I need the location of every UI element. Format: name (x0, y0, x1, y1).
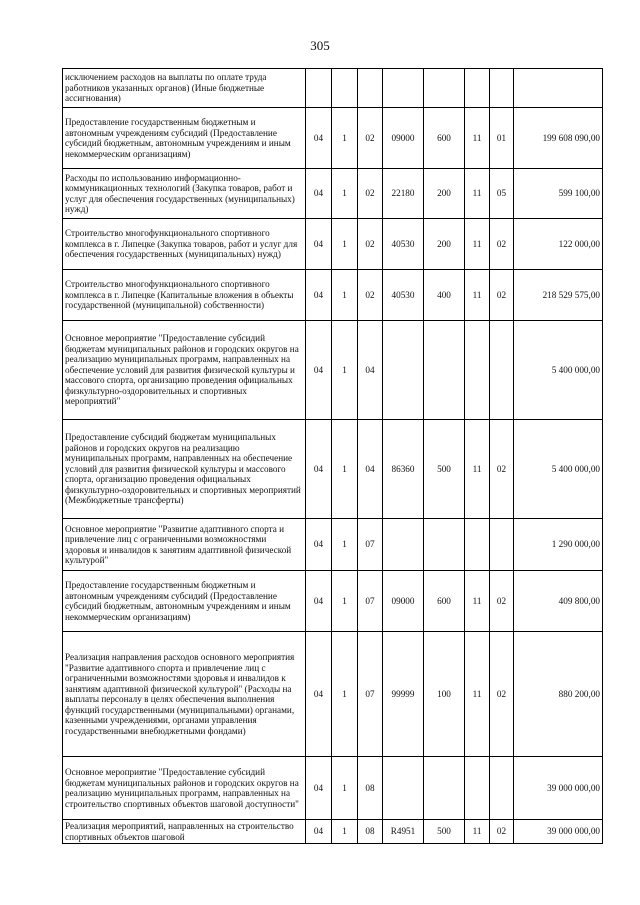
table-row (63, 420, 603, 519)
code-section (465, 519, 490, 571)
row-sum: 39 000 000,00 (514, 820, 603, 844)
page-number: 305 (310, 38, 330, 53)
row-name: Предоставление государственным бюджетным и автономным учреждениям субсидий (Предоставление субсидий бюджетным, автономным учреждениям и иным некоммерческим организациям) (63, 571, 306, 632)
row-sum: 1 290 000,00 (514, 519, 603, 571)
code-subsection (490, 321, 514, 420)
code-ministry: 04 (306, 519, 332, 571)
code-direction: 09000 (383, 571, 424, 632)
code-section (465, 69, 490, 108)
code-ministry (306, 69, 332, 108)
code-direction (383, 321, 424, 420)
code-expense-type (424, 321, 465, 420)
row-name: Основное мероприятие "Предоставление субсидий бюджетам муниципальных районов и городских округов на реализацию муниципальных программ, направленных на обеспечение условий для развития физической культуры и массового спорта, организацию проведения официальных физкультурно-оздоровительных и спортивных мероприятий" (63, 321, 306, 420)
row-name: Основное мероприятие "Предоставление субсидий бюджетам муниципальных районов и городских округов на реализацию муниципальных программ, направленных на строительство спортивных объектов шаговой доступности" (63, 757, 306, 820)
code-direction (383, 757, 424, 820)
code-subsection: 02 (490, 270, 514, 321)
table-row (63, 69, 603, 108)
code-program: 1 (332, 321, 358, 420)
code-expense-type: 200 (424, 219, 465, 270)
table-row (63, 519, 603, 571)
code-subsection: 02 (490, 820, 514, 844)
code-program: 1 (332, 420, 358, 519)
code-expense-type: 200 (424, 169, 465, 219)
code-subsection: 01 (490, 108, 514, 169)
code-subsection: 02 (490, 420, 514, 519)
row-sum: 5 400 000,00 (514, 420, 603, 519)
row-sum: 409 800,00 (514, 571, 603, 632)
table-row (63, 757, 603, 820)
table-row (63, 632, 603, 757)
code-program: 1 (332, 219, 358, 270)
row-name: Основное мероприятие "Развитие адаптивного спорта и привлечение лиц с ограниченными возможностями здоровья и инвалидов к занятиям адаптивной физической культурой" (63, 519, 306, 571)
code-subsection: 02 (490, 219, 514, 270)
row-name: Реализация направления расходов основного мероприятия "Развитие адаптивного спорта и привлечение лиц с ограниченными возможностями здоровья и инвалидов к занятиям адаптивной физической культурой" (Расходы на выплаты персоналу в целях обеспечения выполнения функций государственными (муниципальными) органами, казенными учреждениями, органами управления государственными внебюджетными фондами) (63, 632, 306, 757)
code-direction (383, 69, 424, 108)
code-subprogram: 08 (358, 820, 383, 844)
code-section: 11 (465, 270, 490, 321)
code-program: 1 (332, 169, 358, 219)
code-direction (383, 519, 424, 571)
code-ministry: 04 (306, 270, 332, 321)
code-direction: 86360 (383, 420, 424, 519)
code-subprogram: 04 (358, 420, 383, 519)
row-name: Реализация мероприятий, направленных на строительство спортивных объектов шаговой (63, 820, 306, 844)
code-direction: R4951 (383, 820, 424, 844)
code-direction: 40530 (383, 219, 424, 270)
code-section: 11 (465, 169, 490, 219)
code-ministry: 04 (306, 820, 332, 844)
row-name: Строительство многофункционального спортивного комплекса в г. Липецке (Закупка товаров, работ и услуг для обеспечения государственных (муниципальных) нужд) (63, 219, 306, 270)
row-sum: 599 100,00 (514, 169, 603, 219)
row-name: Предоставление субсидий бюджетам муниципальных районов и городских округов на реализацию муниципальных программ, направленных на обеспечение условий для развития физической культуры и массового спорта, организацию проведения официальных физкультурно-оздоровительных и спортивных мероприятий (Межбюджетные трансферты) (63, 420, 306, 519)
code-subprogram: 07 (358, 571, 383, 632)
code-section (465, 321, 490, 420)
code-section: 11 (465, 420, 490, 519)
table-row (63, 321, 603, 420)
code-subprogram: 02 (358, 219, 383, 270)
table-row (63, 108, 603, 169)
code-subsection (490, 69, 514, 108)
code-section: 11 (465, 108, 490, 169)
budget-table-body (63, 69, 603, 844)
code-program: 1 (332, 757, 358, 820)
table-row (63, 219, 603, 270)
code-program (332, 69, 358, 108)
code-section: 11 (465, 820, 490, 844)
code-subprogram: 08 (358, 757, 383, 820)
code-section: 11 (465, 219, 490, 270)
code-ministry: 04 (306, 632, 332, 757)
table-row (63, 571, 603, 632)
code-expense-type (424, 757, 465, 820)
code-subprogram: 02 (358, 270, 383, 321)
code-section: 11 (465, 571, 490, 632)
code-subprogram: 04 (358, 321, 383, 420)
row-sum (514, 69, 603, 108)
code-ministry: 04 (306, 169, 332, 219)
row-name: Строительство многофункционального спортивного комплекса в г. Липецке (Капитальные вложения в объекты государственной (муниципальной) собственности) (63, 270, 306, 321)
code-expense-type: 500 (424, 420, 465, 519)
row-sum: 199 608 090,00 (514, 108, 603, 169)
code-subprogram: 07 (358, 519, 383, 571)
code-subsection: 05 (490, 169, 514, 219)
row-name: Предоставление государственным бюджетным и автономным учреждениям субсидий (Предоставление субсидий бюджетным, автономным учреждениям и иным некоммерческим организациям) (63, 108, 306, 169)
code-ministry: 04 (306, 219, 332, 270)
code-expense-type: 100 (424, 632, 465, 757)
row-sum: 880 200,00 (514, 632, 603, 757)
row-name: Расходы по использованию информационно-коммуникационных технологий (Закупка товаров, работ и услуг для обеспечения государственных (муниципальных) нужд) (63, 169, 306, 219)
code-program: 1 (332, 632, 358, 757)
code-expense-type: 500 (424, 820, 465, 844)
code-ministry: 04 (306, 321, 332, 420)
code-program: 1 (332, 519, 358, 571)
code-subprogram: 02 (358, 169, 383, 219)
code-subprogram (358, 69, 383, 108)
code-direction: 09000 (383, 108, 424, 169)
row-sum: 122 000,00 (514, 219, 603, 270)
code-ministry: 04 (306, 108, 332, 169)
code-subsection: 02 (490, 571, 514, 632)
code-subsection (490, 757, 514, 820)
code-expense-type (424, 69, 465, 108)
table-row (63, 820, 603, 844)
budget-table (62, 68, 603, 844)
code-program: 1 (332, 820, 358, 844)
table-row (63, 270, 603, 321)
code-expense-type (424, 519, 465, 571)
code-subprogram: 07 (358, 632, 383, 757)
code-expense-type: 600 (424, 571, 465, 632)
row-sum: 218 529 575,00 (514, 270, 603, 321)
code-program: 1 (332, 571, 358, 632)
row-sum: 5 400 000,00 (514, 321, 603, 420)
code-direction: 22180 (383, 169, 424, 219)
code-subprogram: 02 (358, 108, 383, 169)
code-expense-type: 600 (424, 108, 465, 169)
code-expense-type: 400 (424, 270, 465, 321)
code-program: 1 (332, 108, 358, 169)
code-direction: 40530 (383, 270, 424, 321)
code-section: 11 (465, 632, 490, 757)
code-ministry: 04 (306, 571, 332, 632)
row-name: исключением расходов на выплаты по оплате труда работников указанных органов) (Иные бюджетные ассигнования) (63, 69, 306, 108)
code-subsection: 02 (490, 632, 514, 757)
code-direction: 99999 (383, 632, 424, 757)
code-ministry: 04 (306, 420, 332, 519)
code-program: 1 (332, 270, 358, 321)
code-subsection (490, 519, 514, 571)
code-ministry: 04 (306, 757, 332, 820)
row-sum: 39 000 000,00 (514, 757, 603, 820)
code-section (465, 757, 490, 820)
table-row (63, 169, 603, 219)
